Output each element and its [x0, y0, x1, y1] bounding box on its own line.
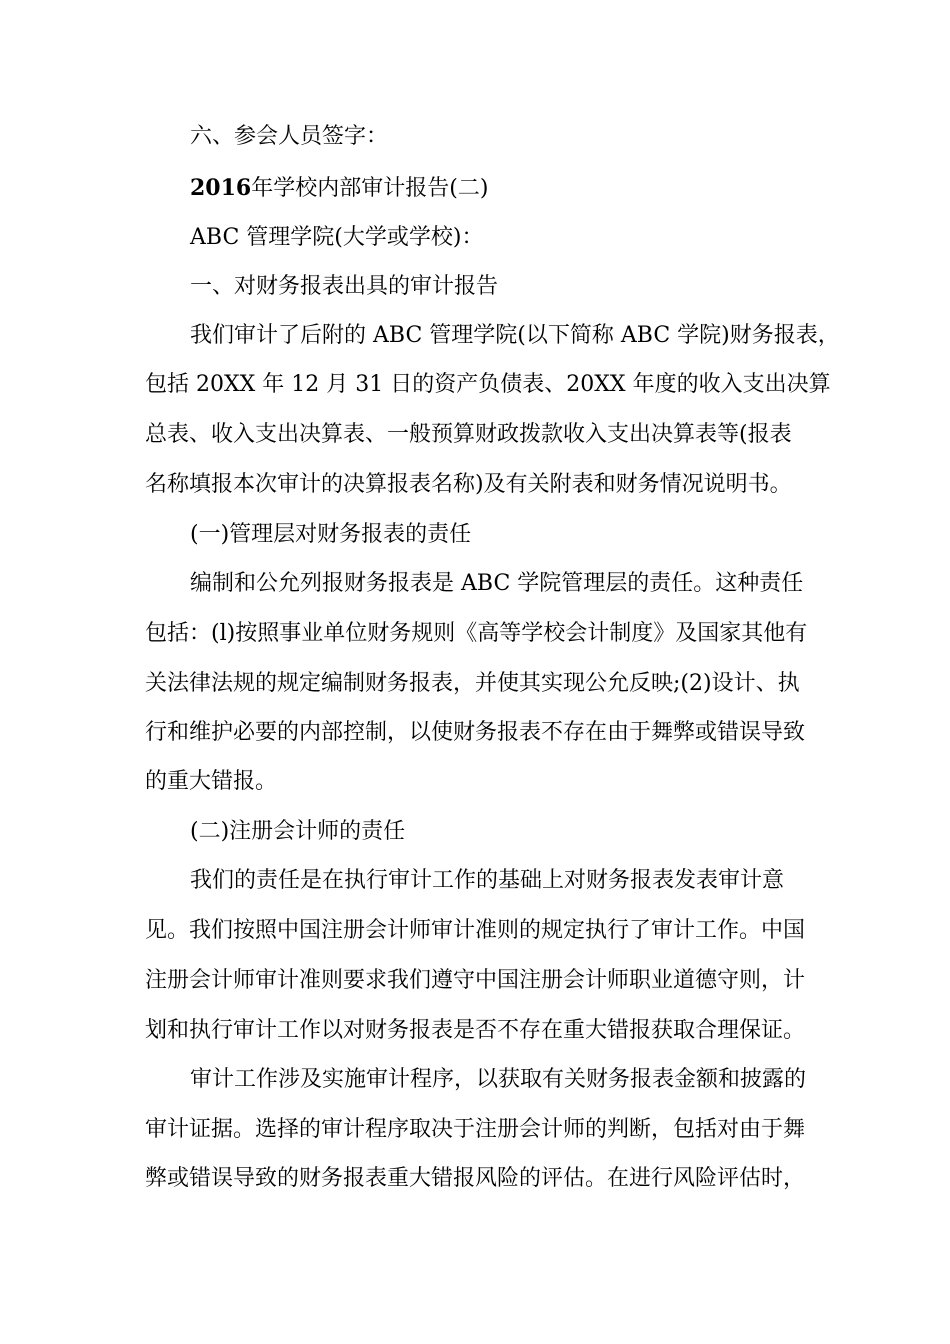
addressee: ABC 管理学院(大学或学校)： [190, 225, 484, 250]
paragraph-line: 审计工作涉及实施审计程序，以获取有关财务报表金额和披露的 [190, 1067, 807, 1092]
signature-heading: 六、参会人员签字： [190, 124, 389, 149]
paragraph-line: 我们审计了后附的 ABC 管理学院(以下简称 ABC 学院)财务报表， [190, 323, 840, 348]
subsection-heading-1: (一)管理层对财务报表的责任 [190, 522, 472, 547]
paragraph-line: 的重大错报。 [145, 769, 278, 794]
paragraph-line: 行和维护必要的内部控制，以使财务报表不存在由于舞弊或错误导致 [145, 720, 806, 745]
report-title [190, 173, 488, 203]
paragraph-line: 关法律法规的规定编制财务报表，并使其实现公允反映;(2)设计、执 [145, 671, 800, 696]
paragraph-line: 划和执行审计工作以对财务报表是否不存在重大错报获取合理保证。 [145, 1018, 806, 1043]
section-heading-1: 一、对财务报表出具的审计报告 [190, 274, 499, 299]
paragraph-line: 编制和公允列报财务报表是 ABC 学院管理层的责任。这种责任 [190, 571, 804, 596]
paragraph-line: 注册会计师审计准则要求我们遵守中国注册会计师职业道德守则，计 [145, 968, 806, 993]
paragraph-line: 包括 20XX 年 12 月 31 日的资产负债表、20XX 年度的收入支出决算 [145, 372, 831, 397]
paragraph-line: 审计证据。选择的审计程序取决于注册会计师的判断，包括对由于舞 [145, 1117, 806, 1142]
subsection-heading-2: (二)注册会计师的责任 [190, 819, 406, 844]
paragraph-line: 总表、收入支出决算表、一般预算财政拨款收入支出决算表等(报表 [145, 422, 792, 447]
report-title-text: 年学校内部审计报告(二) [251, 176, 489, 201]
paragraph-line: 弊或错误导致的财务报表重大错报风险的评估。在进行风险评估时， [145, 1166, 806, 1191]
paragraph-line: 我们的责任是在执行审计工作的基础上对财务报表发表审计意 [190, 868, 785, 893]
paragraph-line: 包括：(l)按照事业单位财务规则《高等学校会计制度》及国家其他有 [145, 621, 808, 646]
report-title-year: 2016 [190, 175, 252, 201]
paragraph-line: 名称填报本次审计的决算报表名称)及有关附表和财务情况说明书。 [145, 472, 792, 497]
paragraph-line: 见。我们按照中国注册会计师审计准则的规定执行了审计工作。中国 [145, 918, 806, 943]
